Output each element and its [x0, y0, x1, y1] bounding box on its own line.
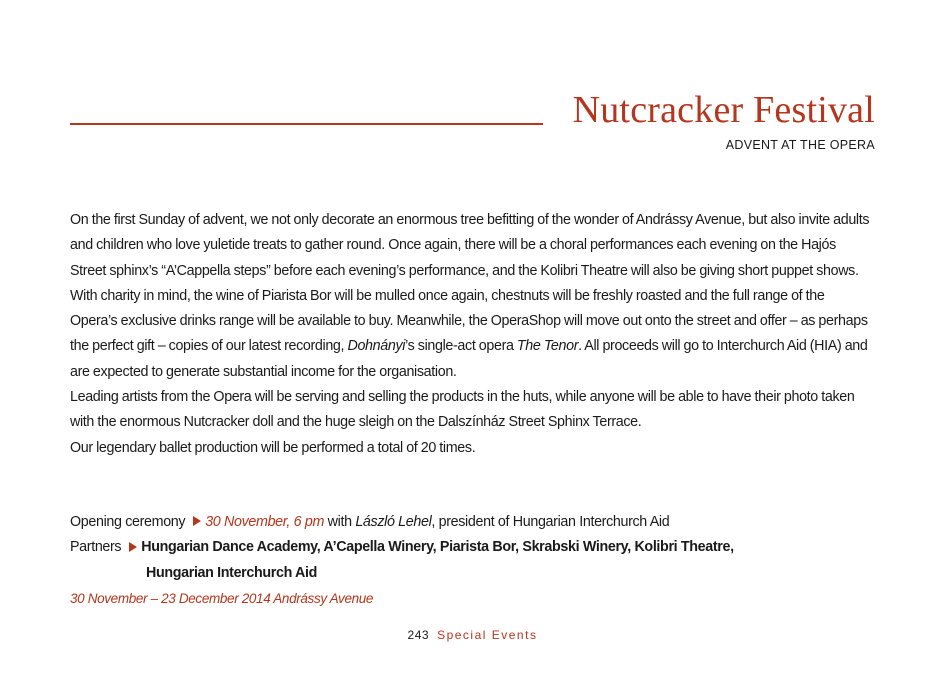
partners-list-line-2: Hungarian Interchurch Aid: [146, 564, 318, 581]
page-subtitle: ADVENT AT THE OPERA: [725, 138, 875, 152]
partners-row: [70, 535, 890, 560]
composer-name: Dohnányi: [347, 338, 406, 355]
opera-title: The Tenor: [516, 338, 579, 355]
title-rule: [70, 123, 543, 125]
partners-label: Partners: [70, 539, 122, 556]
triangle-arrow-icon: [129, 542, 137, 552]
opening-person: László Lehel: [355, 514, 432, 530]
opening-row: [70, 510, 890, 535]
section-name: Special Events: [437, 628, 538, 642]
paragraph-1: [70, 208, 870, 385]
event-dates: 30 November – 23 December 2014 Andrássy Avenue: [70, 590, 374, 606]
page-title: Nutcracker Festival: [572, 89, 875, 131]
page-footer: [0, 628, 945, 642]
partners-list-line-1: Hungarian Dance Academy, A’Capella Winery, Piarista Bor, Skrabski Winery, Kolibri Theatre,: [141, 539, 734, 556]
opening-role: , president of Hungarian Interchurch Aid: [431, 514, 670, 530]
triangle-arrow-icon: [193, 516, 201, 526]
paragraph-1-text-c: . All proceeds will go to Interchurch Aid (HIA) and are expected to generate substantial income for the organisation.: [70, 338, 868, 380]
paragraph-2: Leading artists from the Opera will be serving and selling the products in the huts, while anyone will be able to have their photo taken with the enormous Nutcracker doll and the huge sleigh on the Dalszínház Street Sphinx Terrace.: [70, 389, 855, 431]
paragraph-1-text-a: On the first Sunday of advent, we not only decorate an enormous tree befitting of the wonder of Andrássy Avenue, but also invite adults and children who love yuletide treats to gather round. Once again, there will be a choral performances each evening on the Hajós Street sphinx’s “A’Cappella steps” before each evening’s performance, and the Kolibri Theatre will also be giving short puppet shows. With charity in mind, the wine of Piarista Bor will be mulled once again, chestnuts will be freshly roasted and the full range of the Opera’s exclusive drinks range will be available to buy. Meanwhile, the OperaShop will move out onto the street and offer – as perhaps the perfect gift – copies of our latest recording,: [70, 212, 870, 355]
page-number: 243: [407, 628, 430, 642]
event-info: [70, 510, 890, 611]
opening-date: 30 November, 6 pm: [205, 514, 325, 530]
paragraph-3: Our legendary ballet production will be performed a total of 20 times.: [70, 439, 476, 456]
opening-with: with: [327, 514, 352, 530]
opening-label: Opening ceremony: [70, 514, 186, 530]
article-body: [70, 208, 870, 461]
paragraph-1-text-b: ’s single-act opera: [405, 338, 517, 355]
